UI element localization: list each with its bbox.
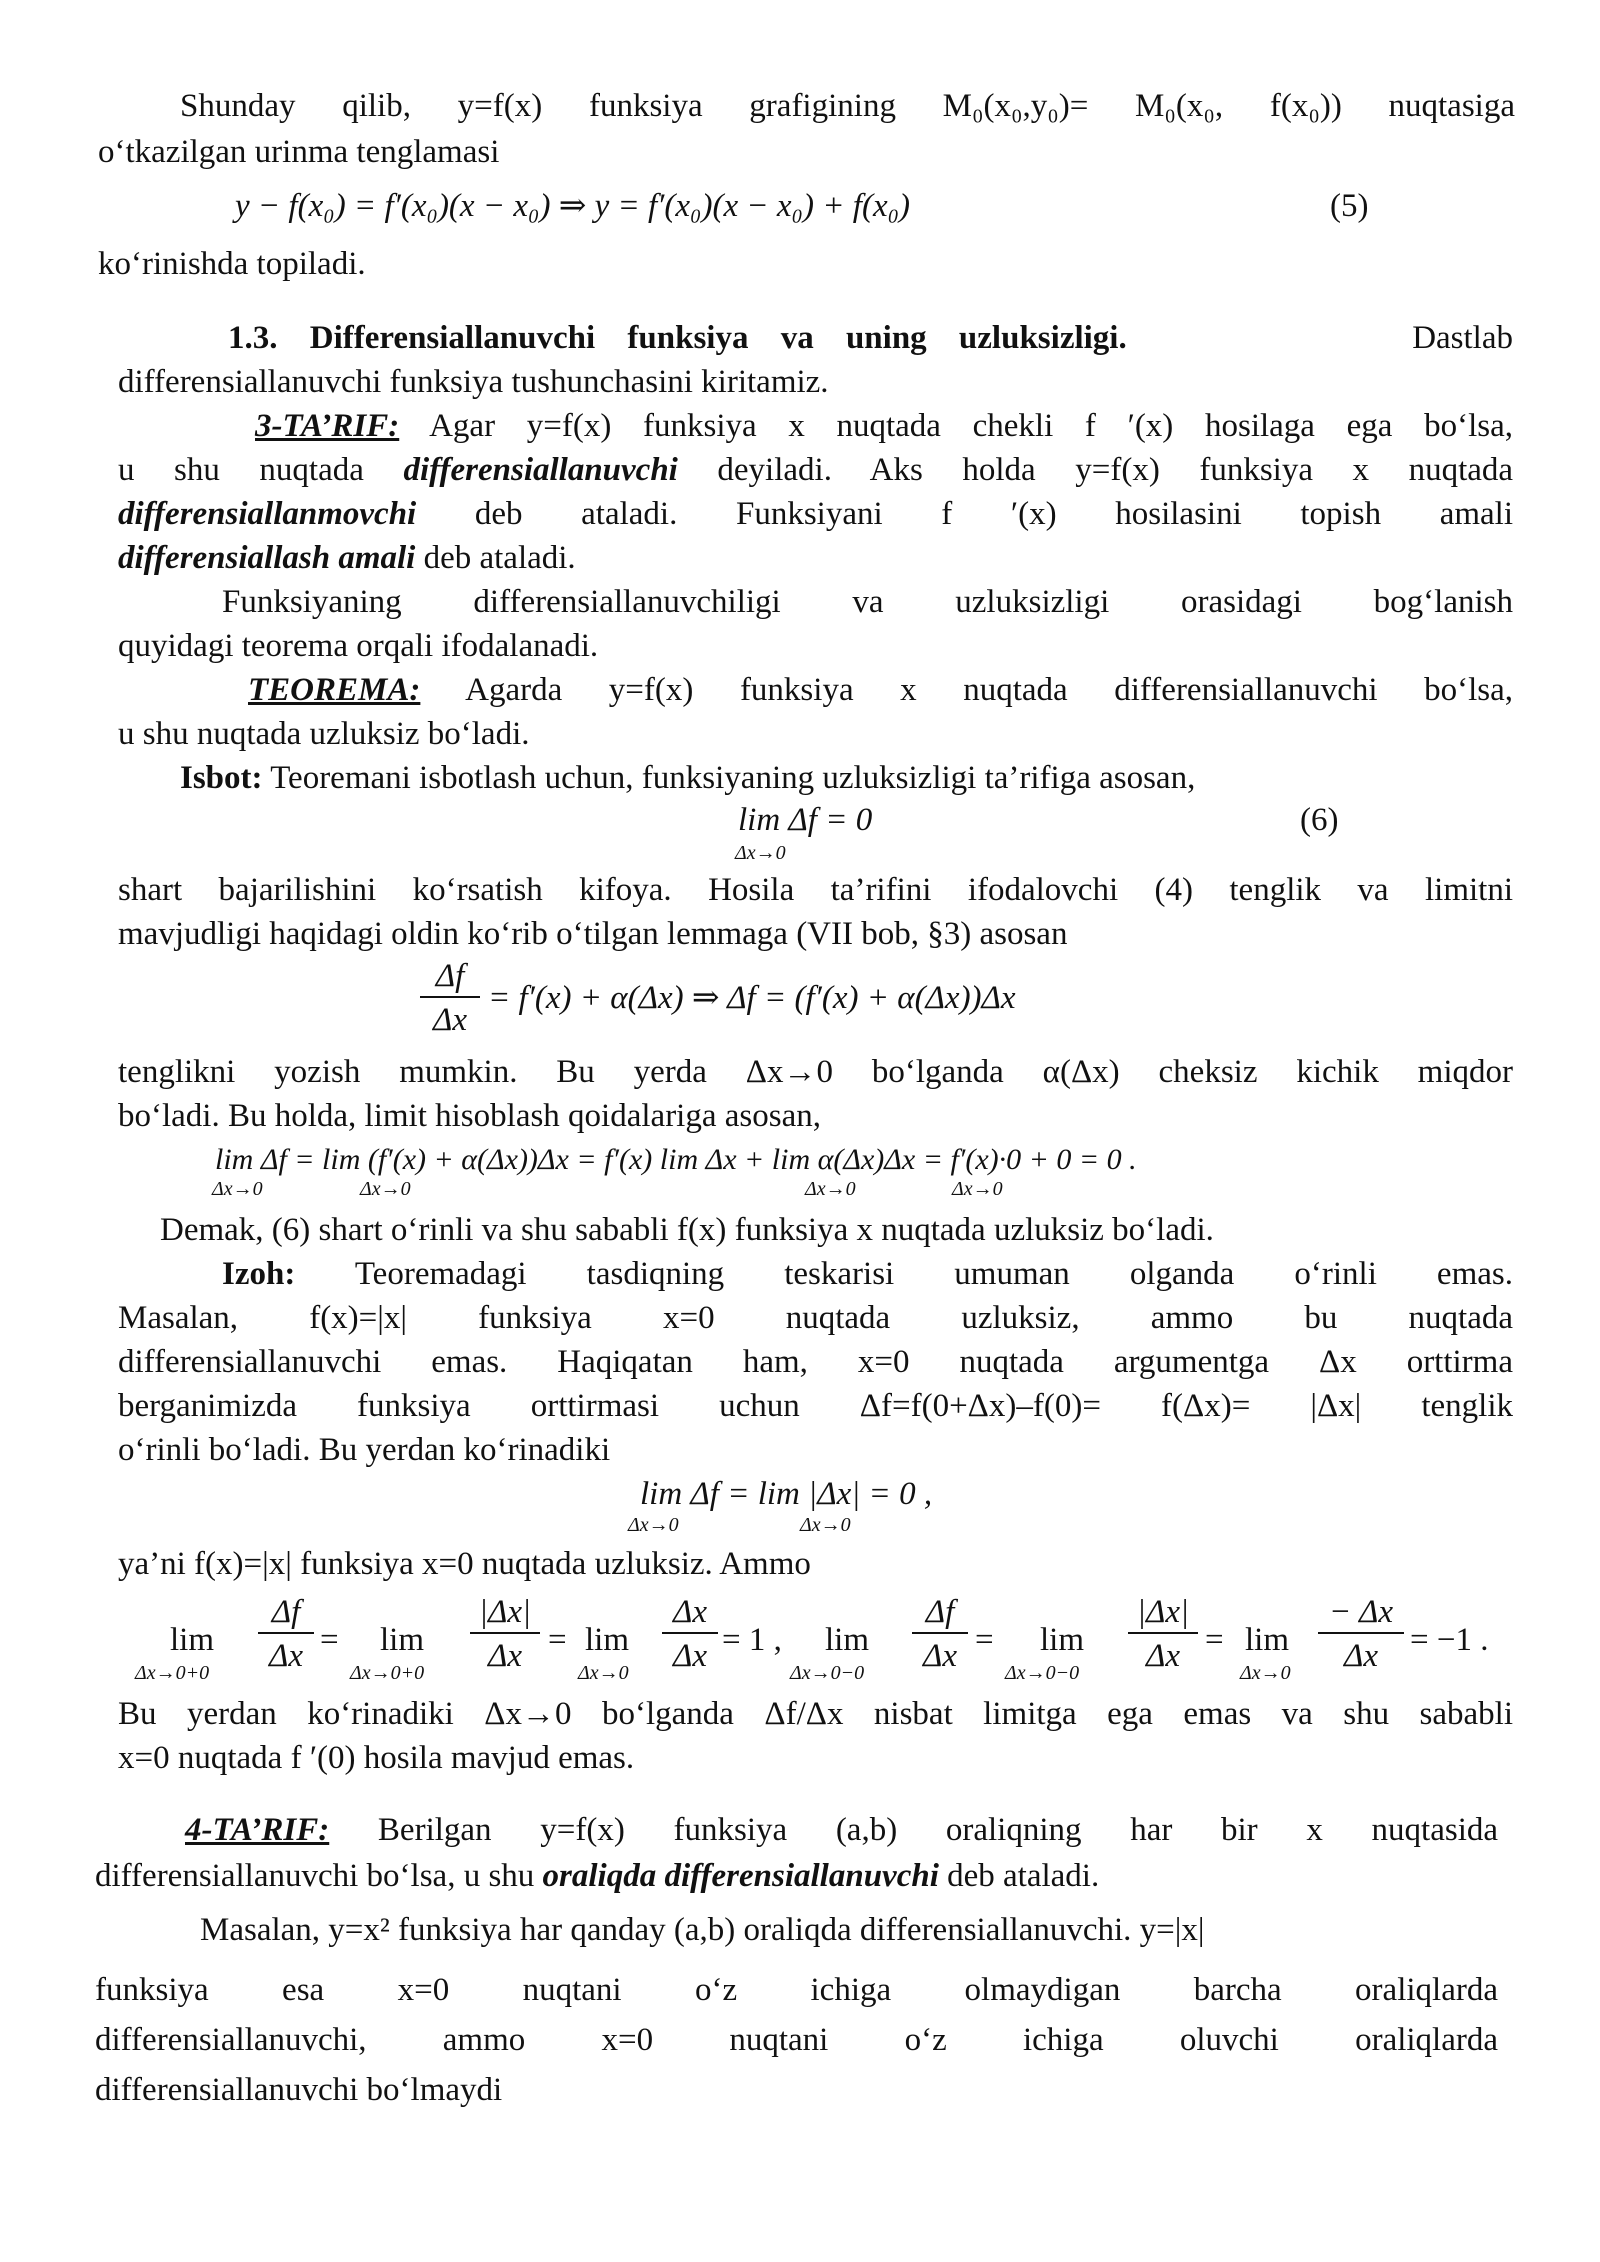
text-fragment: deb ataladi. Funksiyani f ′(x) hosilasini topish amali: [474, 496, 1513, 532]
definition-label: 4-TA’RIF:: [185, 1812, 330, 1848]
text-line: funksiya esa x=0 nuqtani o‘z ichiga olmaydigan barcha oraliqlarda: [95, 1972, 1498, 2008]
text-line: Masalan, y=x² funksiya har qanday (a,b) oraliqda differensiallanuvchi. y=|x|: [200, 1912, 1205, 1948]
text-line: ya’ni f(x)=|x| funksiya x=0 nuqtada uzluksiz. Ammo: [118, 1546, 811, 1582]
text-fragment: u shu nuqtada: [118, 452, 364, 488]
text-fragment: deyiladi. Aks holda y=f(x) funksiya x nuqtada: [717, 452, 1514, 488]
fraction-numerator: Δf: [435, 958, 465, 994]
text-fragment: Berilgan y=f(x) funksiya (a,b) oraliqning har bir x nuqtasida: [377, 1812, 1499, 1848]
equals-sign: =: [548, 1622, 567, 1658]
text-line: [118, 538, 576, 578]
text-fragment: Teoremadagi tasdiqning teskarisi umuman olganda o‘rinli emas.: [354, 1256, 1513, 1292]
fraction-denominator: Δx: [1145, 1638, 1180, 1674]
theorem-line: [248, 670, 1513, 710]
text-fragment: Teoremani isbotlash uchun, funksiyaning uzluksizligi ta’rifiga asosan,: [270, 760, 1196, 796]
text-fragment: deb ataladi.: [423, 540, 576, 576]
text-line: quyidagi teorema orqali ifodalanadi.: [118, 628, 599, 664]
text-line: o‘rinli bo‘ladi. Bu yerdan ko‘rinadiki: [118, 1432, 611, 1468]
proof-label: Isbot:: [180, 760, 263, 796]
fraction-bar: [1128, 1632, 1198, 1634]
definition-label: 3-TA’RIF:: [255, 408, 400, 444]
limit-subscript: Δx→0: [628, 1514, 679, 1536]
fraction-denominator: Δx: [1343, 1638, 1378, 1674]
equation-abs-limit: lim Δf = lim |Δx| = 0 ,: [640, 1476, 933, 1512]
lim-operator: lim: [380, 1622, 425, 1658]
limit-subscript: Δx→0: [360, 1178, 411, 1200]
fraction-bar: [258, 1632, 314, 1634]
definition-4-line: [185, 1810, 1498, 1850]
result-value: = 1 ,: [722, 1622, 782, 1658]
limit-subscript: Δx→0: [212, 1178, 263, 1200]
text-line: u shu nuqtada uzluksiz bo‘ladi.: [118, 716, 530, 752]
definition-3-line: [255, 406, 1513, 446]
text-line: differensiallanuvchi bo‘lmaydi: [95, 2072, 503, 2108]
text-line: mavjudligi haqidagi oldin ko‘rib o‘tilgan lemmaga (VII bob, §3) asosan: [118, 916, 1068, 952]
text-fragment: Agar y=f(x) funksiya x nuqtada chekli f ′(x) hosilaga ega bo‘lsa,: [429, 408, 1513, 444]
limit-subscript: Δx→0: [1240, 1662, 1291, 1684]
limit-subscript: Δx→0: [578, 1662, 629, 1684]
text-line: Masalan, f(x)=|x| funksiya x=0 nuqtada uzluksiz, ammo bu nuqtada: [118, 1300, 1513, 1336]
text-line: [95, 1856, 1099, 1896]
result-value: = −1 .: [1410, 1622, 1489, 1658]
fraction-denominator: Δx: [672, 1638, 707, 1674]
text-line: differensiallanuvchi funksiya tushunchasini kiritamiz.: [118, 364, 829, 400]
note-label: Izoh:: [222, 1256, 296, 1292]
limit-subscript: Δx→0+0: [135, 1662, 210, 1684]
text-line: Bu yerdan ko‘rinadiki Δx→0 bo‘lganda Δf/Δx nisbat limitga ega emas va shu sababli: [118, 1696, 1513, 1732]
text-line: differensiallanuvchi, ammo x=0 nuqtani o‘z ichiga oluvchi oraliqlarda: [95, 2022, 1498, 2058]
equation-derivative: = f′(x) + α(Δx) ⇒ Δf = (f′(x) + α(Δx))Δx: [488, 980, 1016, 1016]
fraction-bar: [662, 1632, 718, 1634]
text-fragment: differensiallanuvchi bo‘lsa, u shu: [95, 1858, 535, 1894]
term-emphasis: differensiallanmovchi: [118, 496, 417, 532]
equation-limit: lim Δf = lim (f′(x) + α(Δx))Δx = f′(x) lim Δx + lim α(Δx)Δx = f′(x)·0 + 0 = 0 .: [215, 1143, 1137, 1176]
lim-operator: lim: [1040, 1622, 1085, 1658]
section-heading-line: [228, 318, 1513, 358]
term-emphasis: differensiallash amali: [118, 540, 416, 576]
fraction-denominator: Δx: [432, 1002, 467, 1038]
text-line: berganimizda funksiya orttirmasi uchun Δf=f(0+Δx)–f(0)= f(Δx)= |Δx| tenglik: [118, 1388, 1513, 1424]
equals-sign: =: [975, 1622, 994, 1658]
section-heading: 1.3. Differensiallanuvchi funksiya va uning uzluksizligi.: [228, 320, 1127, 356]
fraction-bar: [1318, 1632, 1404, 1634]
limit-subscript: Δx→0: [800, 1514, 851, 1536]
limit-subscript: Δx→0: [805, 1178, 856, 1200]
limit-subscript: Δx→0+0: [350, 1662, 425, 1684]
lim-operator: lim: [170, 1622, 215, 1658]
theorem-label: TEOREMA:: [248, 672, 421, 708]
text-line: bo‘ladi. Bu holda, limit hisoblash qoidalariga asosan,: [118, 1098, 821, 1134]
text-fragment: deb ataladi.: [947, 1858, 1100, 1894]
equals-sign: =: [1205, 1622, 1224, 1658]
limit-subscript: Δx→0: [952, 1178, 1003, 1200]
text-line: shart bajarilishini ko‘rsatish kifoya. Hosila ta’rifini ifodalovchi (4) tenglik va limitni: [118, 872, 1513, 908]
fraction-bar: [912, 1632, 968, 1634]
fraction-numerator: |Δx|: [478, 1594, 532, 1630]
text-line: differensiallanuvchi emas. Haqiqatan ham, x=0 nuqtada argumentga Δx orttirma: [118, 1344, 1513, 1380]
equation-number: (5): [1330, 188, 1369, 224]
text-line: [118, 494, 1513, 534]
equals-sign: =: [320, 1622, 339, 1658]
limit-subscript: Δx→0−0: [790, 1662, 865, 1684]
fraction-numerator: − Δx: [1329, 1594, 1393, 1630]
note-line: [222, 1254, 1513, 1294]
text-fragment: Dastlab: [1412, 320, 1513, 356]
term-emphasis: differensiallanuvchi: [403, 452, 678, 488]
fraction-bar: [420, 996, 480, 998]
fraction-denominator: Δx: [487, 1638, 522, 1674]
proof-line: [180, 758, 1195, 798]
equation-number: (6): [1300, 802, 1339, 838]
lim-operator: lim: [825, 1622, 870, 1658]
lim-operator: lim: [1245, 1622, 1290, 1658]
text-line: Demak, (6) shart o‘rinli va shu sababli f(x) funksiya x nuqtada uzluksiz bo‘ladi.: [160, 1212, 1214, 1248]
fraction-bar: [470, 1632, 540, 1634]
fraction-numerator: |Δx|: [1136, 1594, 1190, 1630]
text-line: o‘tkazilgan urinma tenglamasi: [98, 134, 500, 170]
text-line: Shunday qilib, y=f(x) funksiya grafigining M₀(x₀,y₀)= M₀(x₀, f(x₀)) nuqtasiga: [180, 88, 1515, 124]
limit-subscript: Δx→0: [735, 842, 786, 864]
fraction-numerator: Δf: [925, 1594, 955, 1630]
fraction-denominator: Δx: [268, 1638, 303, 1674]
fraction-numerator: Δf: [271, 1594, 301, 1630]
text-line: x=0 nuqtada f ′(0) hosila mavjud emas.: [118, 1740, 635, 1776]
text-line: [118, 450, 1513, 490]
equation-5: y − f(x₀) = f′(x₀)(x − x₀) ⇒ y = f′(x₀)(x − x₀) + f(x₀): [235, 188, 911, 224]
lim-operator: lim: [585, 1622, 630, 1658]
fraction-denominator: Δx: [922, 1638, 957, 1674]
fraction-numerator: Δx: [672, 1594, 707, 1630]
term-emphasis: oraliqda differensiallanuvchi: [542, 1858, 939, 1894]
text-line: tenglikni yozish mumkin. Bu yerda Δx→0 bo‘lganda α(Δx) cheksiz kichik miqdor: [118, 1054, 1513, 1090]
equation-6: lim Δf = 0: [738, 802, 873, 838]
text-line: Funksiyaning differensiallanuvchiligi va uzluksizligi orasidagi bog‘lanish: [222, 584, 1513, 620]
text-fragment: Agarda y=f(x) funksiya x nuqtada differensiallanuvchi bo‘lsa,: [465, 672, 1513, 708]
limit-subscript: Δx→0−0: [1005, 1662, 1080, 1684]
text-line: ko‘rinishda topiladi.: [98, 246, 366, 282]
